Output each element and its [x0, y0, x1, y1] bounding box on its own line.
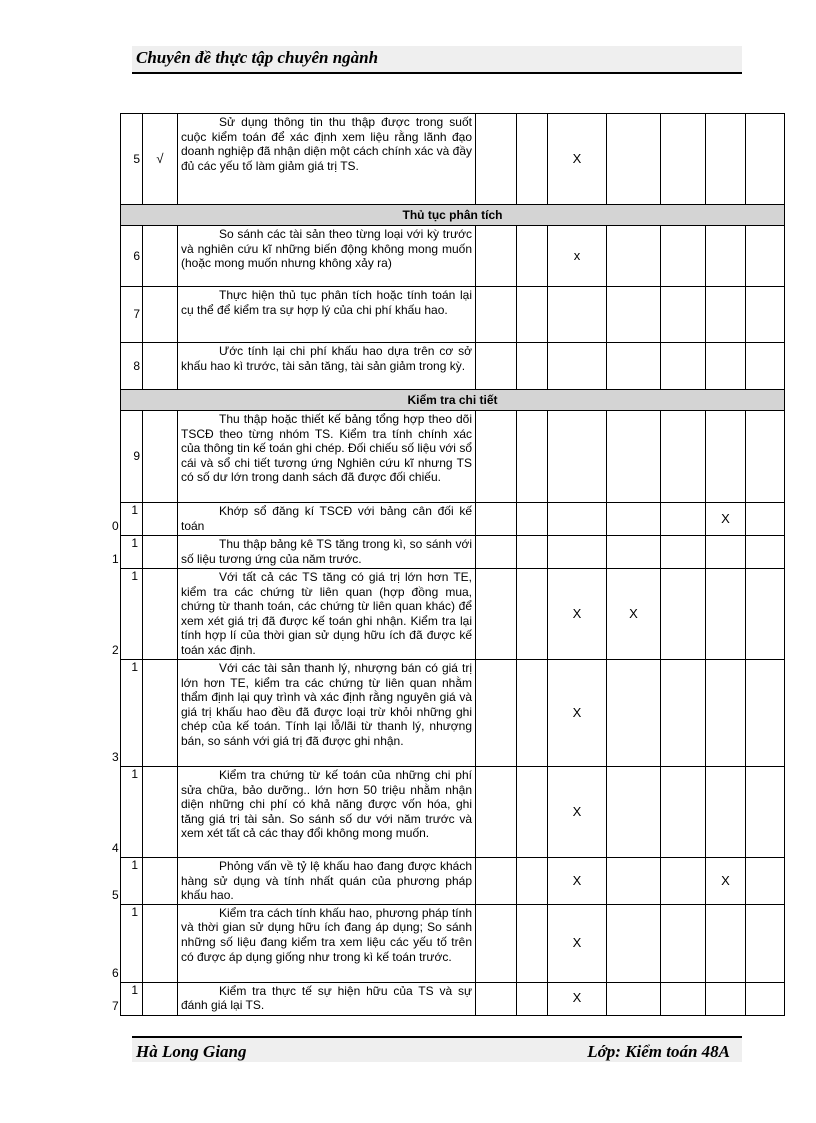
- table-row: [121, 904, 785, 982]
- section-header-row: [121, 390, 785, 411]
- mark-cell-1: [476, 411, 517, 503]
- check-mark: [143, 660, 178, 767]
- mark-cell-2: [517, 660, 548, 767]
- row-number: 9: [121, 411, 143, 503]
- procedure-description: [178, 114, 476, 205]
- row-number: [112, 536, 143, 569]
- procedure-description: [178, 858, 476, 905]
- procedure-text: So sánh các tài sản theo từng loại với kỳ trước và nghiên cứu kĩ những biến động không mong muốn (hoặc mong muốn nhưng không xảy ra): [181, 227, 472, 271]
- mark-cell-3: [548, 287, 607, 343]
- procedure-description: [178, 411, 476, 503]
- row-number-units: 1: [112, 552, 119, 567]
- mark-cell-5: [661, 569, 706, 660]
- mark-cell-3: X: [548, 858, 607, 905]
- page-header: [132, 46, 742, 74]
- procedure-text: Thực hiện thủ tục phân tích hoặc tính toán lại cụ thể để kiểm tra sự hợp lý của chi phí khấu hao.: [181, 288, 472, 317]
- check-mark: [143, 904, 178, 982]
- check-mark: [143, 503, 178, 536]
- mark-cell-5: [661, 660, 706, 767]
- procedure-description: [178, 660, 476, 767]
- mark-cell-3: X: [548, 569, 607, 660]
- mark-cell-6: [706, 904, 746, 982]
- mark-cell-6: [706, 982, 746, 1015]
- page-footer: [132, 1036, 742, 1062]
- row-number-units: 6: [112, 966, 119, 981]
- row-number: 5: [121, 114, 143, 205]
- procedure-text: Với tất cả các TS tăng có giá trị lớn hơn TE, kiểm tra các chứng từ liên quan (hợp đồng mua, chứng từ thanh toán, các chứng từ liên quan khác) để xem xét giá trị đã được kế toán ghi nhận. Kiểm tra lại tính hợp lí của thời gian sử dụng hữu ích đã được kế toán xác định.: [181, 570, 472, 657]
- mark-cell-5: [661, 503, 706, 536]
- procedure-text: Kiểm tra chứng từ kế toán của những chi phí sửa chữa, bảo dưỡng.. lớn hơn 50 triệu nhằm nhận diện những chi phí có khả năng được vốn hóa, ghi tăng giá trị tài sản. So sánh số dư với năm trước và xem xét tất cả các thay đổi không mong muốn.: [181, 768, 472, 841]
- procedure-description: [178, 982, 476, 1015]
- mark-cell-4: [607, 411, 661, 503]
- mark-cell-1: [476, 287, 517, 343]
- mark-cell-4: [607, 536, 661, 569]
- mark-cell-2: [517, 226, 548, 287]
- check-mark: [143, 569, 178, 660]
- footer-class: Lớp: Kiểm toán 48A: [587, 1042, 730, 1061]
- row-number-tens: 1: [131, 569, 138, 583]
- mark-cell-4: [607, 982, 661, 1015]
- table-row: [121, 411, 785, 503]
- mark-cell-4: [607, 503, 661, 536]
- row-number: [112, 982, 143, 1015]
- row-number-units: 3: [112, 750, 119, 765]
- mark-cell-1: [476, 569, 517, 660]
- mark-cell-6: [706, 343, 746, 390]
- row-number: 7: [121, 287, 143, 343]
- row-number-units: 5: [112, 888, 119, 903]
- mark-cell-6: [706, 226, 746, 287]
- procedure-text: Kiểm tra cách tính khấu hao, phương pháp tính và thời gian sử dụng hữu ích đang áp dụng; So sánh những số liệu đang kiểm tra xem liệu các yếu tố trên có được áp dụng giống như trong kì kế toán trước.: [181, 905, 472, 964]
- mark-cell-6: [706, 767, 746, 858]
- mark-cell-3: X: [548, 114, 607, 205]
- mark-cell-7: [746, 343, 785, 390]
- mark-cell-7: [746, 536, 785, 569]
- table-row: [121, 858, 785, 905]
- row-number-tens: 1: [131, 503, 138, 517]
- procedure-text: Khớp sổ đăng kí TSCĐ với bảng cân đối kế toán: [181, 504, 472, 533]
- row-number: [112, 858, 143, 905]
- mark-cell-4: [607, 858, 661, 905]
- row-number-tens: 1: [131, 904, 138, 919]
- mark-cell-3: X: [548, 660, 607, 767]
- mark-cell-5: [661, 114, 706, 205]
- procedure-text: Phỏng vấn về tỷ lệ khấu hao đang được khách hàng sử dụng và tính nhất quán của phương pháp khấu hao.: [181, 859, 472, 903]
- mark-cell-1: [476, 343, 517, 390]
- row-number-tens: 1: [131, 767, 138, 781]
- section-title: Thủ tục phân tích: [121, 205, 785, 226]
- mark-cell-1: [476, 904, 517, 982]
- mark-cell-3: X: [548, 767, 607, 858]
- mark-cell-1: [476, 536, 517, 569]
- mark-cell-5: [661, 343, 706, 390]
- mark-cell-7: [746, 114, 785, 205]
- mark-cell-3: x: [548, 226, 607, 287]
- row-number: [112, 767, 143, 858]
- procedure-text: Với các tài sản thanh lý, nhượng bán có giá trị lớn hơn TE, kiểm tra các chứng từ liên quan nhằm thẩm định lại quy trình và xác định rằng nguyên giá và giá trị khấu hao đều đã được loại trừ khỏi những ghi chép của kế toán. Tính lại lỗ/lãi từ thanh lý, nhượng bán, so sánh với giá trị đã được ghi nhận.: [181, 661, 472, 748]
- mark-cell-7: [746, 660, 785, 767]
- mark-cell-7: [746, 982, 785, 1015]
- mark-cell-1: [476, 858, 517, 905]
- mark-cell-2: [517, 287, 548, 343]
- table-row: [121, 767, 785, 858]
- mark-cell-3: [548, 503, 607, 536]
- procedure-description: [178, 226, 476, 287]
- mark-cell-5: [661, 767, 706, 858]
- row-number-units: 4: [112, 841, 119, 856]
- mark-cell-6: [706, 536, 746, 569]
- mark-cell-7: [746, 287, 785, 343]
- mark-cell-7: [746, 904, 785, 982]
- mark-cell-4: [607, 767, 661, 858]
- table-row: [121, 536, 785, 569]
- mark-cell-4: [607, 114, 661, 205]
- mark-cell-6: X: [706, 503, 746, 536]
- mark-cell-3: X: [548, 904, 607, 982]
- check-mark: [143, 411, 178, 503]
- mark-cell-5: [661, 982, 706, 1015]
- mark-cell-6: X: [706, 858, 746, 905]
- check-mark: [143, 287, 178, 343]
- mark-cell-7: [746, 858, 785, 905]
- mark-cell-5: [661, 411, 706, 503]
- procedure-description: [178, 536, 476, 569]
- procedure-description: [178, 287, 476, 343]
- check-mark: [143, 858, 178, 905]
- row-number-tens: 1: [131, 982, 138, 997]
- table-row: [121, 660, 785, 767]
- mark-cell-1: [476, 982, 517, 1015]
- row-number-tens: 1: [131, 536, 138, 550]
- table-row: [121, 287, 785, 343]
- table-row: [121, 114, 785, 205]
- check-mark: [143, 226, 178, 287]
- row-number-units: 0: [112, 519, 119, 534]
- row-number-tens: 1: [131, 660, 138, 674]
- check-mark: [143, 536, 178, 569]
- mark-cell-4: [607, 343, 661, 390]
- row-number: [112, 904, 143, 982]
- mark-cell-5: [661, 858, 706, 905]
- mark-cell-2: [517, 114, 548, 205]
- mark-cell-2: [517, 503, 548, 536]
- section-header-row: [121, 205, 785, 226]
- footer-author: Hà Long Giang: [136, 1042, 247, 1061]
- procedure-description: [178, 343, 476, 390]
- audit-procedures-table: [112, 113, 785, 1016]
- row-number-units: 2: [112, 643, 119, 658]
- mark-cell-1: [476, 503, 517, 536]
- table-row: [121, 503, 785, 536]
- table-row: [121, 226, 785, 287]
- mark-cell-1: [476, 114, 517, 205]
- header-title: Chuyên đề thực tập chuyên ngành: [136, 48, 379, 67]
- mark-cell-5: [661, 226, 706, 287]
- mark-cell-1: [476, 767, 517, 858]
- procedure-description: [178, 904, 476, 982]
- mark-cell-6: [706, 287, 746, 343]
- check-mark: [143, 767, 178, 858]
- mark-cell-4: [607, 660, 661, 767]
- mark-cell-7: [746, 411, 785, 503]
- procedure-description: [178, 767, 476, 858]
- mark-cell-4: [607, 904, 661, 982]
- mark-cell-5: [661, 904, 706, 982]
- procedure-description: [178, 503, 476, 536]
- table-row: [121, 343, 785, 390]
- mark-cell-6: [706, 569, 746, 660]
- row-number: [112, 569, 143, 660]
- row-number: 8: [121, 343, 143, 390]
- mark-cell-7: [746, 226, 785, 287]
- mark-cell-4: [607, 287, 661, 343]
- mark-cell-1: [476, 226, 517, 287]
- mark-cell-2: [517, 411, 548, 503]
- procedure-text: Sử dụng thông tin thu thập được trong suốt cuộc kiểm toán để xác định xem liệu rằng lãnh đạo doanh nghiệp đã nhận diện một cách chính xác và đầy đủ các yếu tố làm giảm giá trị TS.: [181, 115, 472, 173]
- row-number: [112, 503, 143, 536]
- mark-cell-4: [607, 226, 661, 287]
- mark-cell-6: [706, 411, 746, 503]
- mark-cell-1: [476, 660, 517, 767]
- mark-cell-2: [517, 343, 548, 390]
- mark-cell-2: [517, 858, 548, 905]
- row-number-tens: 1: [131, 858, 138, 872]
- check-mark: [143, 982, 178, 1015]
- procedure-text: Ước tính lại chi phí khấu hao dựa trên cơ sở khấu hao kì trước, tài sản tăng, tài sản giảm trong kỳ.: [181, 344, 472, 373]
- table-row: [121, 982, 785, 1015]
- procedure-text: Thu thập bảng kê TS tăng trong kì, so sánh với số liệu tương ứng của năm trước.: [181, 537, 472, 566]
- check-mark: √: [143, 114, 178, 205]
- mark-cell-3: [548, 536, 607, 569]
- mark-cell-6: [706, 114, 746, 205]
- mark-cell-5: [661, 287, 706, 343]
- mark-cell-3: [548, 411, 607, 503]
- mark-cell-7: [746, 767, 785, 858]
- row-number-units: 7: [112, 999, 119, 1014]
- mark-cell-2: [517, 569, 548, 660]
- procedure-text: Thu thập hoặc thiết kế bảng tổng hợp theo dõi TSCĐ theo từng nhóm TS. Kiểm tra tính chính xác của thông tin kế toán ghi chép. Đối chiếu số liệu với sổ cái và sổ chi tiết tương ứng Nghiên cứu kĩ nhưng TS có số dư lớn trong danh sách đã được đối chiếu.: [181, 412, 472, 485]
- procedure-description: [178, 569, 476, 660]
- mark-cell-6: [706, 660, 746, 767]
- mark-cell-2: [517, 536, 548, 569]
- mark-cell-7: [746, 569, 785, 660]
- mark-cell-2: [517, 982, 548, 1015]
- mark-cell-7: [746, 503, 785, 536]
- check-mark: [143, 343, 178, 390]
- section-title: Kiểm tra chi tiết: [121, 390, 785, 411]
- mark-cell-2: [517, 904, 548, 982]
- procedure-text: Kiểm tra thực tế sự hiện hữu của TS và sự đánh giá lại TS.: [181, 983, 472, 1013]
- row-number: 6: [121, 226, 143, 287]
- mark-cell-4: X: [607, 569, 661, 660]
- mark-cell-3: [548, 343, 607, 390]
- mark-cell-2: [517, 767, 548, 858]
- mark-cell-3: X: [548, 982, 607, 1015]
- table-row: [121, 569, 785, 660]
- row-number: [112, 660, 143, 767]
- mark-cell-5: [661, 536, 706, 569]
